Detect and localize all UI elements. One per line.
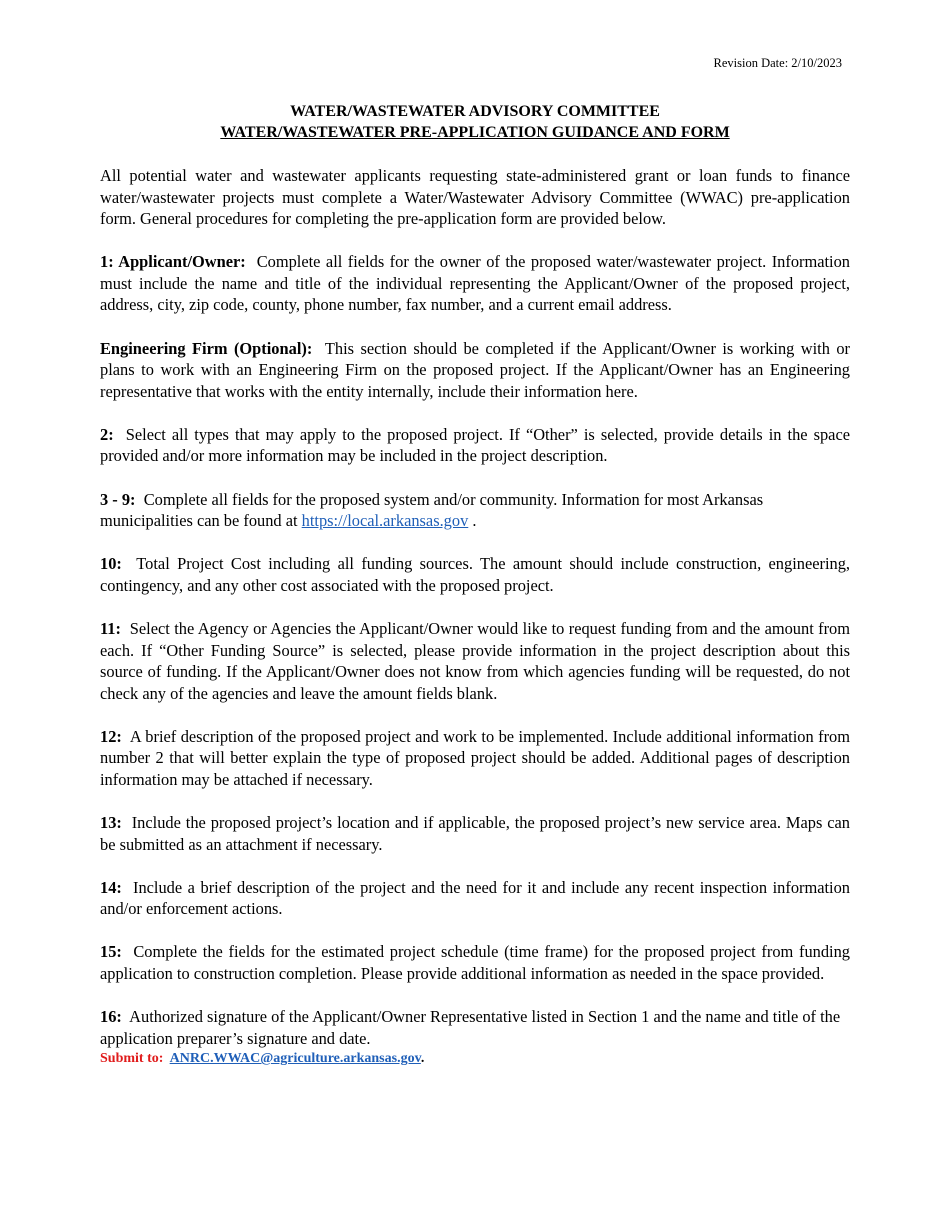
section-2-text: Select all types that may apply to the proposed project. If “Other” is selected, provide details in the space provided and/or more information may be included in the project description.	[100, 424, 850, 466]
title-line-2: WATER/WASTEWATER PRE-APPLICATION GUIDANCE AND FORM	[220, 124, 730, 141]
section-11-text: Select the Agency or Agencies the Applicant/Owner would like to request funding from and the amount from each. If “Other Funding Source” is selected, please provide information in the project description about this source of funding. If the Applicant/Owner does not know from which agencies funding will be requested, do not check any of the agencies and leave the amount fields blank.	[100, 618, 851, 703]
section-10-text: Total Project Cost including all funding sources. The amount should include construction, engineering, contingency, and any other cost associated with the proposed project.	[100, 554, 850, 595]
section-10-label: 10:	[100, 554, 122, 574]
section-12-label: 12:	[100, 726, 122, 746]
local-arkansas-link[interactable]: https://local.arkansas.gov	[301, 511, 469, 531]
section-1-label: 1: Applicant/Owner:	[100, 252, 246, 272]
section-12-text: A brief description of the proposed project and work to be implemented. Include additional information from number 2 that will better explain the type of proposed project should be added. Additional pages of description information may be attached if necessary.	[100, 726, 850, 789]
section-14-label: 14:	[100, 877, 122, 897]
section-1-paragraph	[100, 251, 850, 316]
section-16-label: 16:	[100, 1007, 122, 1027]
submit-after: .	[420, 1051, 425, 1067]
section-15-text: Complete the fields for the estimated project schedule (time frame) for the proposed project from funding application to construction completion. Please provide additional information as needed in the space provided.	[100, 942, 850, 984]
section-13-label: 13:	[100, 813, 122, 833]
engineering-firm-text: This section should be completed if the Applicant/Owner is working with or plans to work with an Engineering Firm on the proposed project. If the Applicant/Owner has an Engineering representative that works with the entity internally, include their information here.	[100, 338, 851, 401]
section-16-paragraph	[100, 1006, 850, 1049]
section-12-paragraph	[100, 726, 850, 791]
section-11-paragraph	[100, 618, 850, 704]
section-14-paragraph	[100, 877, 850, 920]
section-13-text: Include the proposed project’s location and if applicable, the proposed project’s new service area. Maps can be submitted as an attachment if necessary.	[100, 813, 850, 854]
section-13-paragraph	[100, 812, 850, 855]
section-2-label: 2:	[100, 424, 114, 444]
section-11-label: 11:	[100, 618, 121, 638]
section-2-paragraph	[100, 424, 850, 467]
section-15-paragraph	[100, 941, 850, 984]
section-3-9-paragraph	[100, 489, 850, 532]
section-1-text: Complete all fields for the owner of the proposed water/wastewater project. Information must include the name and title of the individual representing the Applicant/Owner of the proposed project, address, city, zip code, county, phone number, fax number, and a current email address.	[100, 252, 850, 315]
title-line-1: WATER/WASTEWATER ADVISORY COMMITTEE	[290, 103, 660, 120]
section-3-9-label: 3 - 9:	[100, 489, 136, 509]
section-14-text: Include a brief description of the project and the need for it and include any recent inspection information and/or enforcement actions.	[100, 877, 851, 919]
section-10-paragraph	[100, 553, 850, 596]
section-3-9-after: .	[472, 511, 477, 531]
engineering-firm-paragraph	[100, 338, 850, 403]
intro-paragraph: All potential water and wastewater applicants requesting state-administered grant or loan funds to finance water/wastewater projects must complete a Water/Wastewater Advisory Committee (WWAC) pre-application form. General procedures for completing the pre-application form are provided below.	[100, 166, 850, 229]
submit-line	[100, 1049, 850, 1069]
document-title	[0, 101, 950, 143]
section-15-label: 15:	[100, 942, 122, 962]
section-16-text: Authorized signature of the Applicant/Owner Representative listed in Section 1 and the name and title of the application preparer’s signature and date.	[100, 1007, 841, 1048]
document-body	[100, 165, 850, 1069]
revision-date: Revision Date: 2/10/2023	[713, 56, 842, 70]
engineering-firm-label: Engineering Firm (Optional):	[100, 338, 313, 358]
submit-email-link[interactable]: ANRC.WWAC@agriculture.arkansas.gov	[169, 1051, 421, 1067]
section-3-9-text: Complete all fields for the proposed system and/or community. Information for most Arkansas municipalities can be found at	[100, 489, 764, 531]
submit-label: Submit to:	[100, 1051, 164, 1067]
